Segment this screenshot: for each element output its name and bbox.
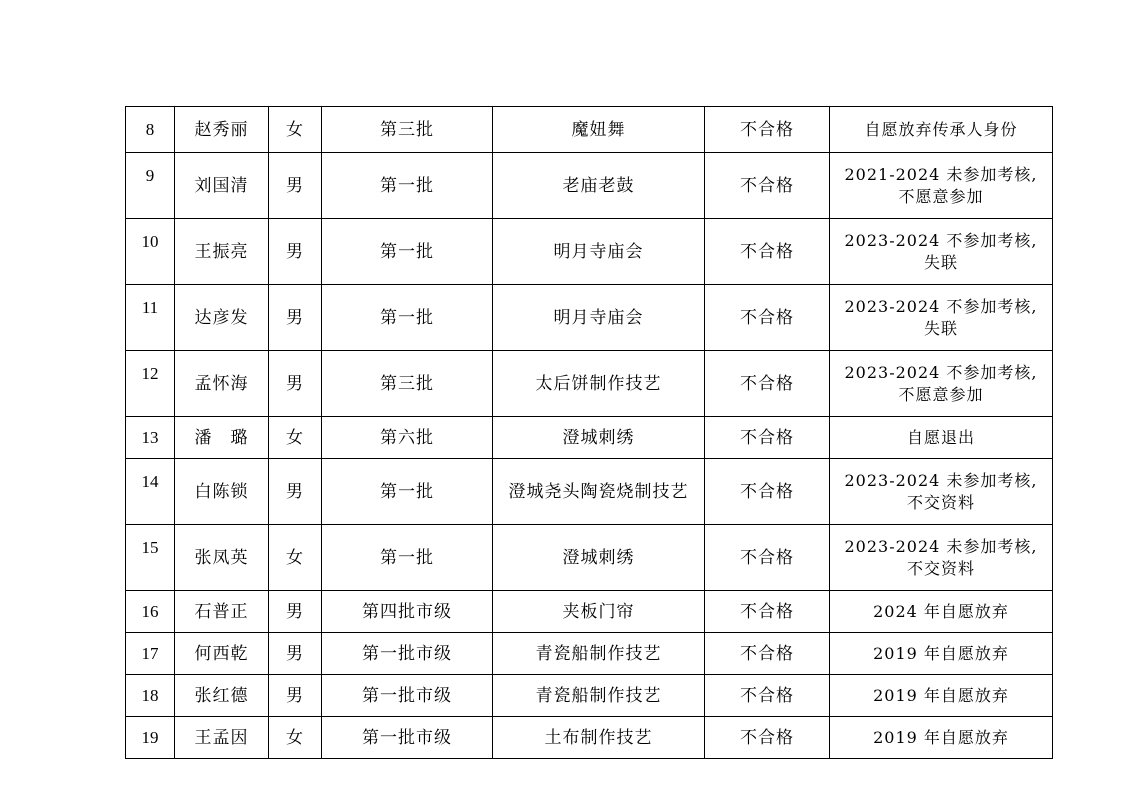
remark-line: 2019 年自愿放弃 [873, 727, 1009, 747]
gender-cell: 男 [269, 153, 322, 219]
batch-cell: 第六批 [322, 417, 493, 459]
remark-cell [830, 107, 1053, 153]
batch-cell: 第四批市级 [322, 591, 493, 633]
no-cell: 10 [126, 219, 175, 285]
result-cell: 不合格 [705, 285, 830, 351]
remark-cell [830, 675, 1053, 717]
gender-cell: 男 [269, 219, 322, 285]
name-cell: 潘 璐 [175, 417, 269, 459]
gender-cell: 女 [269, 525, 322, 591]
remark-cell [830, 285, 1053, 351]
result-cell: 不合格 [705, 107, 830, 153]
remark-line: 2023-2024 未参加考核, [844, 470, 1038, 490]
remark-line: 自愿放弃传承人身份 [864, 119, 1018, 139]
table-row [126, 633, 1053, 675]
batch-cell: 第一批 [322, 219, 493, 285]
remark-line: 自愿退出 [906, 427, 975, 447]
no-cell: 12 [126, 351, 175, 417]
table-row [126, 153, 1053, 219]
batch-cell: 第一批市级 [322, 675, 493, 717]
table-row [126, 717, 1053, 759]
gender-cell: 男 [269, 633, 322, 675]
batch-cell: 第一批 [322, 525, 493, 591]
remark-cell [830, 525, 1053, 591]
name-cell: 何西乾 [175, 633, 269, 675]
remark-line: 2021-2024 未参加考核, [844, 164, 1038, 184]
remark-line: 不愿意参加 [898, 186, 984, 206]
project-cell: 明月寺庙会 [493, 219, 705, 285]
result-cell: 不合格 [705, 459, 830, 525]
name-cell: 赵秀丽 [175, 107, 269, 153]
document-page [125, 106, 1053, 759]
project-cell: 土布制作技艺 [493, 717, 705, 759]
remark-line: 2019 年自愿放弃 [873, 643, 1009, 663]
inheritor-table [125, 106, 1053, 759]
remark-line: 2024 年自愿放弃 [873, 601, 1009, 621]
remark-line: 失联 [923, 318, 958, 338]
remark-line: 2023-2024 未参加考核, [844, 536, 1038, 556]
result-cell: 不合格 [705, 717, 830, 759]
no-cell: 11 [126, 285, 175, 351]
project-cell: 青瓷船制作技艺 [493, 633, 705, 675]
table-row [126, 591, 1053, 633]
remark-cell [830, 153, 1053, 219]
gender-cell: 男 [269, 675, 322, 717]
project-cell: 老庙老鼓 [493, 153, 705, 219]
batch-cell: 第一批 [322, 285, 493, 351]
no-cell: 9 [126, 153, 175, 219]
project-cell: 澄城刺绣 [493, 417, 705, 459]
project-cell: 澄城尧头陶瓷烧制技艺 [493, 459, 705, 525]
name-cell: 刘国清 [175, 153, 269, 219]
remark-line: 不愿意参加 [898, 384, 984, 404]
batch-cell: 第三批 [322, 351, 493, 417]
table-row [126, 417, 1053, 459]
table-row [126, 675, 1053, 717]
name-cell: 王孟因 [175, 717, 269, 759]
result-cell: 不合格 [705, 675, 830, 717]
remark-cell [830, 417, 1053, 459]
remark-line: 不交资料 [906, 492, 975, 512]
batch-cell: 第一批 [322, 153, 493, 219]
name-cell: 张凤英 [175, 525, 269, 591]
result-cell: 不合格 [705, 351, 830, 417]
no-cell: 14 [126, 459, 175, 525]
gender-cell: 男 [269, 351, 322, 417]
remark-line: 2023-2024 不参加考核, [844, 362, 1038, 382]
no-cell: 13 [126, 417, 175, 459]
gender-cell: 女 [269, 417, 322, 459]
result-cell: 不合格 [705, 153, 830, 219]
name-cell: 孟怀海 [175, 351, 269, 417]
name-cell: 石普正 [175, 591, 269, 633]
table-row [126, 459, 1053, 525]
table-body [126, 107, 1053, 759]
result-cell: 不合格 [705, 633, 830, 675]
table-row [126, 525, 1053, 591]
project-cell: 明月寺庙会 [493, 285, 705, 351]
name-cell: 王振亮 [175, 219, 269, 285]
batch-cell: 第一批 [322, 459, 493, 525]
table-row [126, 219, 1053, 285]
no-cell: 18 [126, 675, 175, 717]
remark-cell [830, 351, 1053, 417]
remark-cell [830, 591, 1053, 633]
name-cell: 白陈锁 [175, 459, 269, 525]
batch-cell: 第一批市级 [322, 633, 493, 675]
no-cell: 19 [126, 717, 175, 759]
table-row [126, 107, 1053, 153]
batch-cell: 第一批市级 [322, 717, 493, 759]
table-row [126, 351, 1053, 417]
gender-cell: 男 [269, 285, 322, 351]
remark-cell [830, 633, 1053, 675]
table-row [126, 285, 1053, 351]
gender-cell: 男 [269, 591, 322, 633]
project-cell: 澄城刺绣 [493, 525, 705, 591]
remark-cell [830, 219, 1053, 285]
result-cell: 不合格 [705, 417, 830, 459]
project-cell: 太后饼制作技艺 [493, 351, 705, 417]
remark-line: 失联 [923, 252, 958, 272]
remark-cell [830, 459, 1053, 525]
result-cell: 不合格 [705, 219, 830, 285]
result-cell: 不合格 [705, 591, 830, 633]
remark-line: 2023-2024 不参加考核, [844, 296, 1038, 316]
project-cell: 青瓷船制作技艺 [493, 675, 705, 717]
project-cell: 夹板门帘 [493, 591, 705, 633]
name-cell: 达彦发 [175, 285, 269, 351]
remark-line: 2019 年自愿放弃 [873, 685, 1009, 705]
no-cell: 16 [126, 591, 175, 633]
remark-cell [830, 717, 1053, 759]
project-cell: 魔妞舞 [493, 107, 705, 153]
name-cell: 张红德 [175, 675, 269, 717]
result-cell: 不合格 [705, 525, 830, 591]
batch-cell: 第三批 [322, 107, 493, 153]
gender-cell: 女 [269, 107, 322, 153]
gender-cell: 女 [269, 717, 322, 759]
remark-line: 2023-2024 不参加考核, [844, 230, 1038, 250]
remark-line: 不交资料 [906, 558, 975, 578]
no-cell: 15 [126, 525, 175, 591]
no-cell: 8 [126, 107, 175, 153]
no-cell: 17 [126, 633, 175, 675]
gender-cell: 男 [269, 459, 322, 525]
